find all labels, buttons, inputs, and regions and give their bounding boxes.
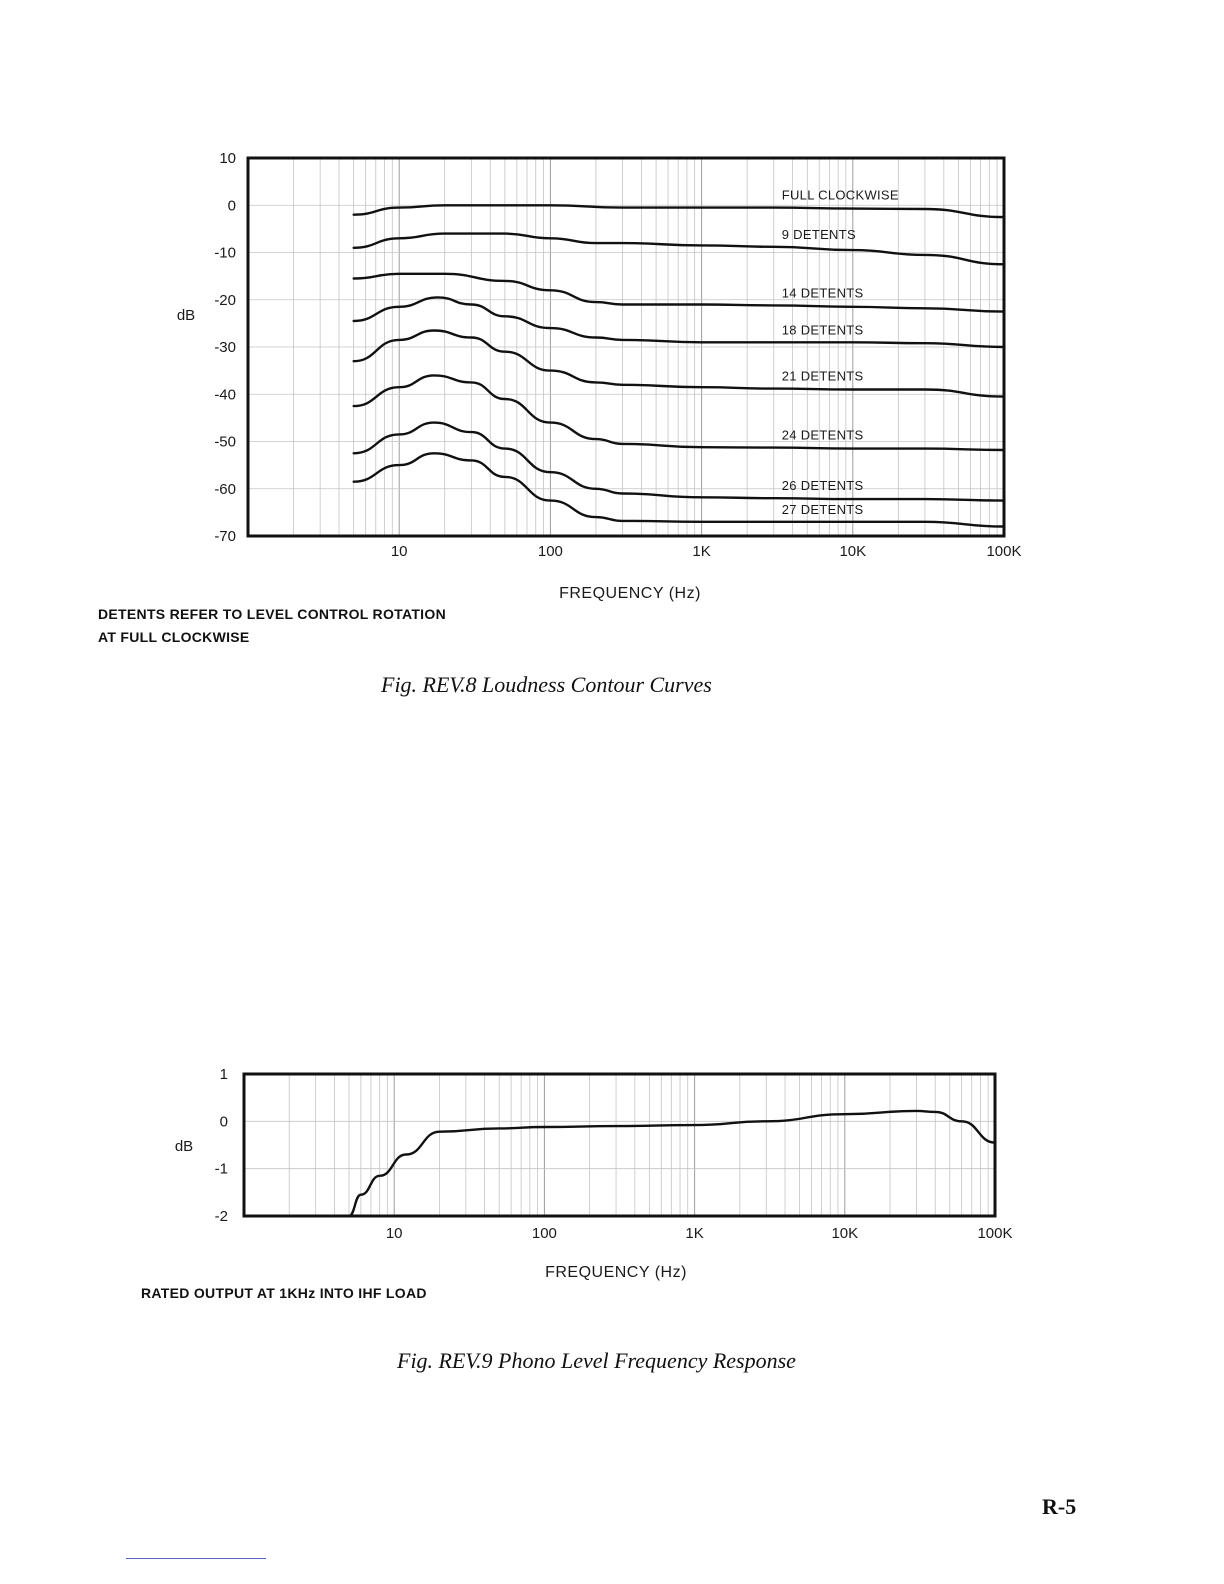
y-tick-label: -10 <box>214 244 236 262</box>
series-label: 9 DETENTS <box>781 226 856 242</box>
x-axis-title: FREQUENCY (Hz) <box>545 1264 687 1281</box>
series-line-9-detents <box>354 234 1004 265</box>
x-tick-label: 100K <box>986 543 1022 560</box>
x-tick-label: 1K <box>692 543 711 560</box>
y-tick-label: -40 <box>214 386 236 404</box>
loudness-contour-chart <box>177 150 1022 602</box>
x-tick-label: 100K <box>977 1225 1013 1242</box>
y-axis-title: dB <box>174 1138 194 1155</box>
series-label: FULL CLOCKWISE <box>781 187 899 203</box>
series-label: 21 DETENTS <box>781 368 864 384</box>
x-tick-label: 1K <box>685 1225 704 1242</box>
phono-response-chart <box>175 1066 1013 1281</box>
page-number: R-5 <box>1042 1494 1077 1519</box>
x-tick-label: 10K <box>839 543 867 560</box>
x-axis-title: FREQUENCY (Hz) <box>559 585 701 602</box>
x-tick-label: 100 <box>537 543 563 560</box>
y-tick-label: 0 <box>219 1113 228 1131</box>
fig9-frame <box>244 1074 995 1216</box>
y-tick-label: -1 <box>214 1160 228 1178</box>
y-tick-label: -60 <box>214 480 236 498</box>
footnote-rule <box>126 1558 266 1559</box>
y-tick-label: 10 <box>219 150 236 167</box>
series-line-0 <box>349 1111 995 1216</box>
series-label: 18 DETENTS <box>781 322 864 338</box>
y-tick-label: 1 <box>219 1066 228 1083</box>
x-tick-label: 10K <box>831 1225 859 1242</box>
series-label: 26 DETENTS <box>781 478 864 494</box>
series-line-full-clockwise <box>354 205 1004 217</box>
series-line-21-detents <box>354 331 1004 397</box>
y-tick-label: -70 <box>214 528 236 545</box>
series-label: 14 DETENTS <box>781 285 864 301</box>
y-tick-label: -2 <box>214 1208 228 1225</box>
fig8-note-line-1: DETENTS REFER TO LEVEL CONTROL ROTATION <box>98 606 446 622</box>
y-tick-label: 0 <box>227 197 236 215</box>
fig9-grid <box>244 1074 995 1216</box>
fig9-note: RATED OUTPUT AT 1KHz INTO IHF LOAD <box>141 1285 427 1301</box>
y-tick-label: -20 <box>214 291 236 309</box>
series-line-14-detents <box>354 274 1004 312</box>
series-label: 27 DETENTS <box>781 501 864 517</box>
y-axis-title: dB <box>176 307 196 324</box>
fig9-caption: Fig. REV.9 Phono Level Frequency Response <box>397 1348 796 1373</box>
series-line-27-detents <box>354 453 1004 526</box>
y-tick-label: -50 <box>214 433 236 451</box>
series-label: 24 DETENTS <box>781 427 864 443</box>
x-tick-label: 100 <box>531 1225 557 1242</box>
fig8-note-line-2: AT FULL CLOCKWISE <box>98 629 250 645</box>
y-tick-label: -30 <box>214 339 236 356</box>
fig8-caption: Fig. REV.8 Loudness Contour Curves <box>381 672 712 697</box>
x-tick-label: 10 <box>385 1225 403 1242</box>
x-tick-label: 10 <box>390 543 408 560</box>
